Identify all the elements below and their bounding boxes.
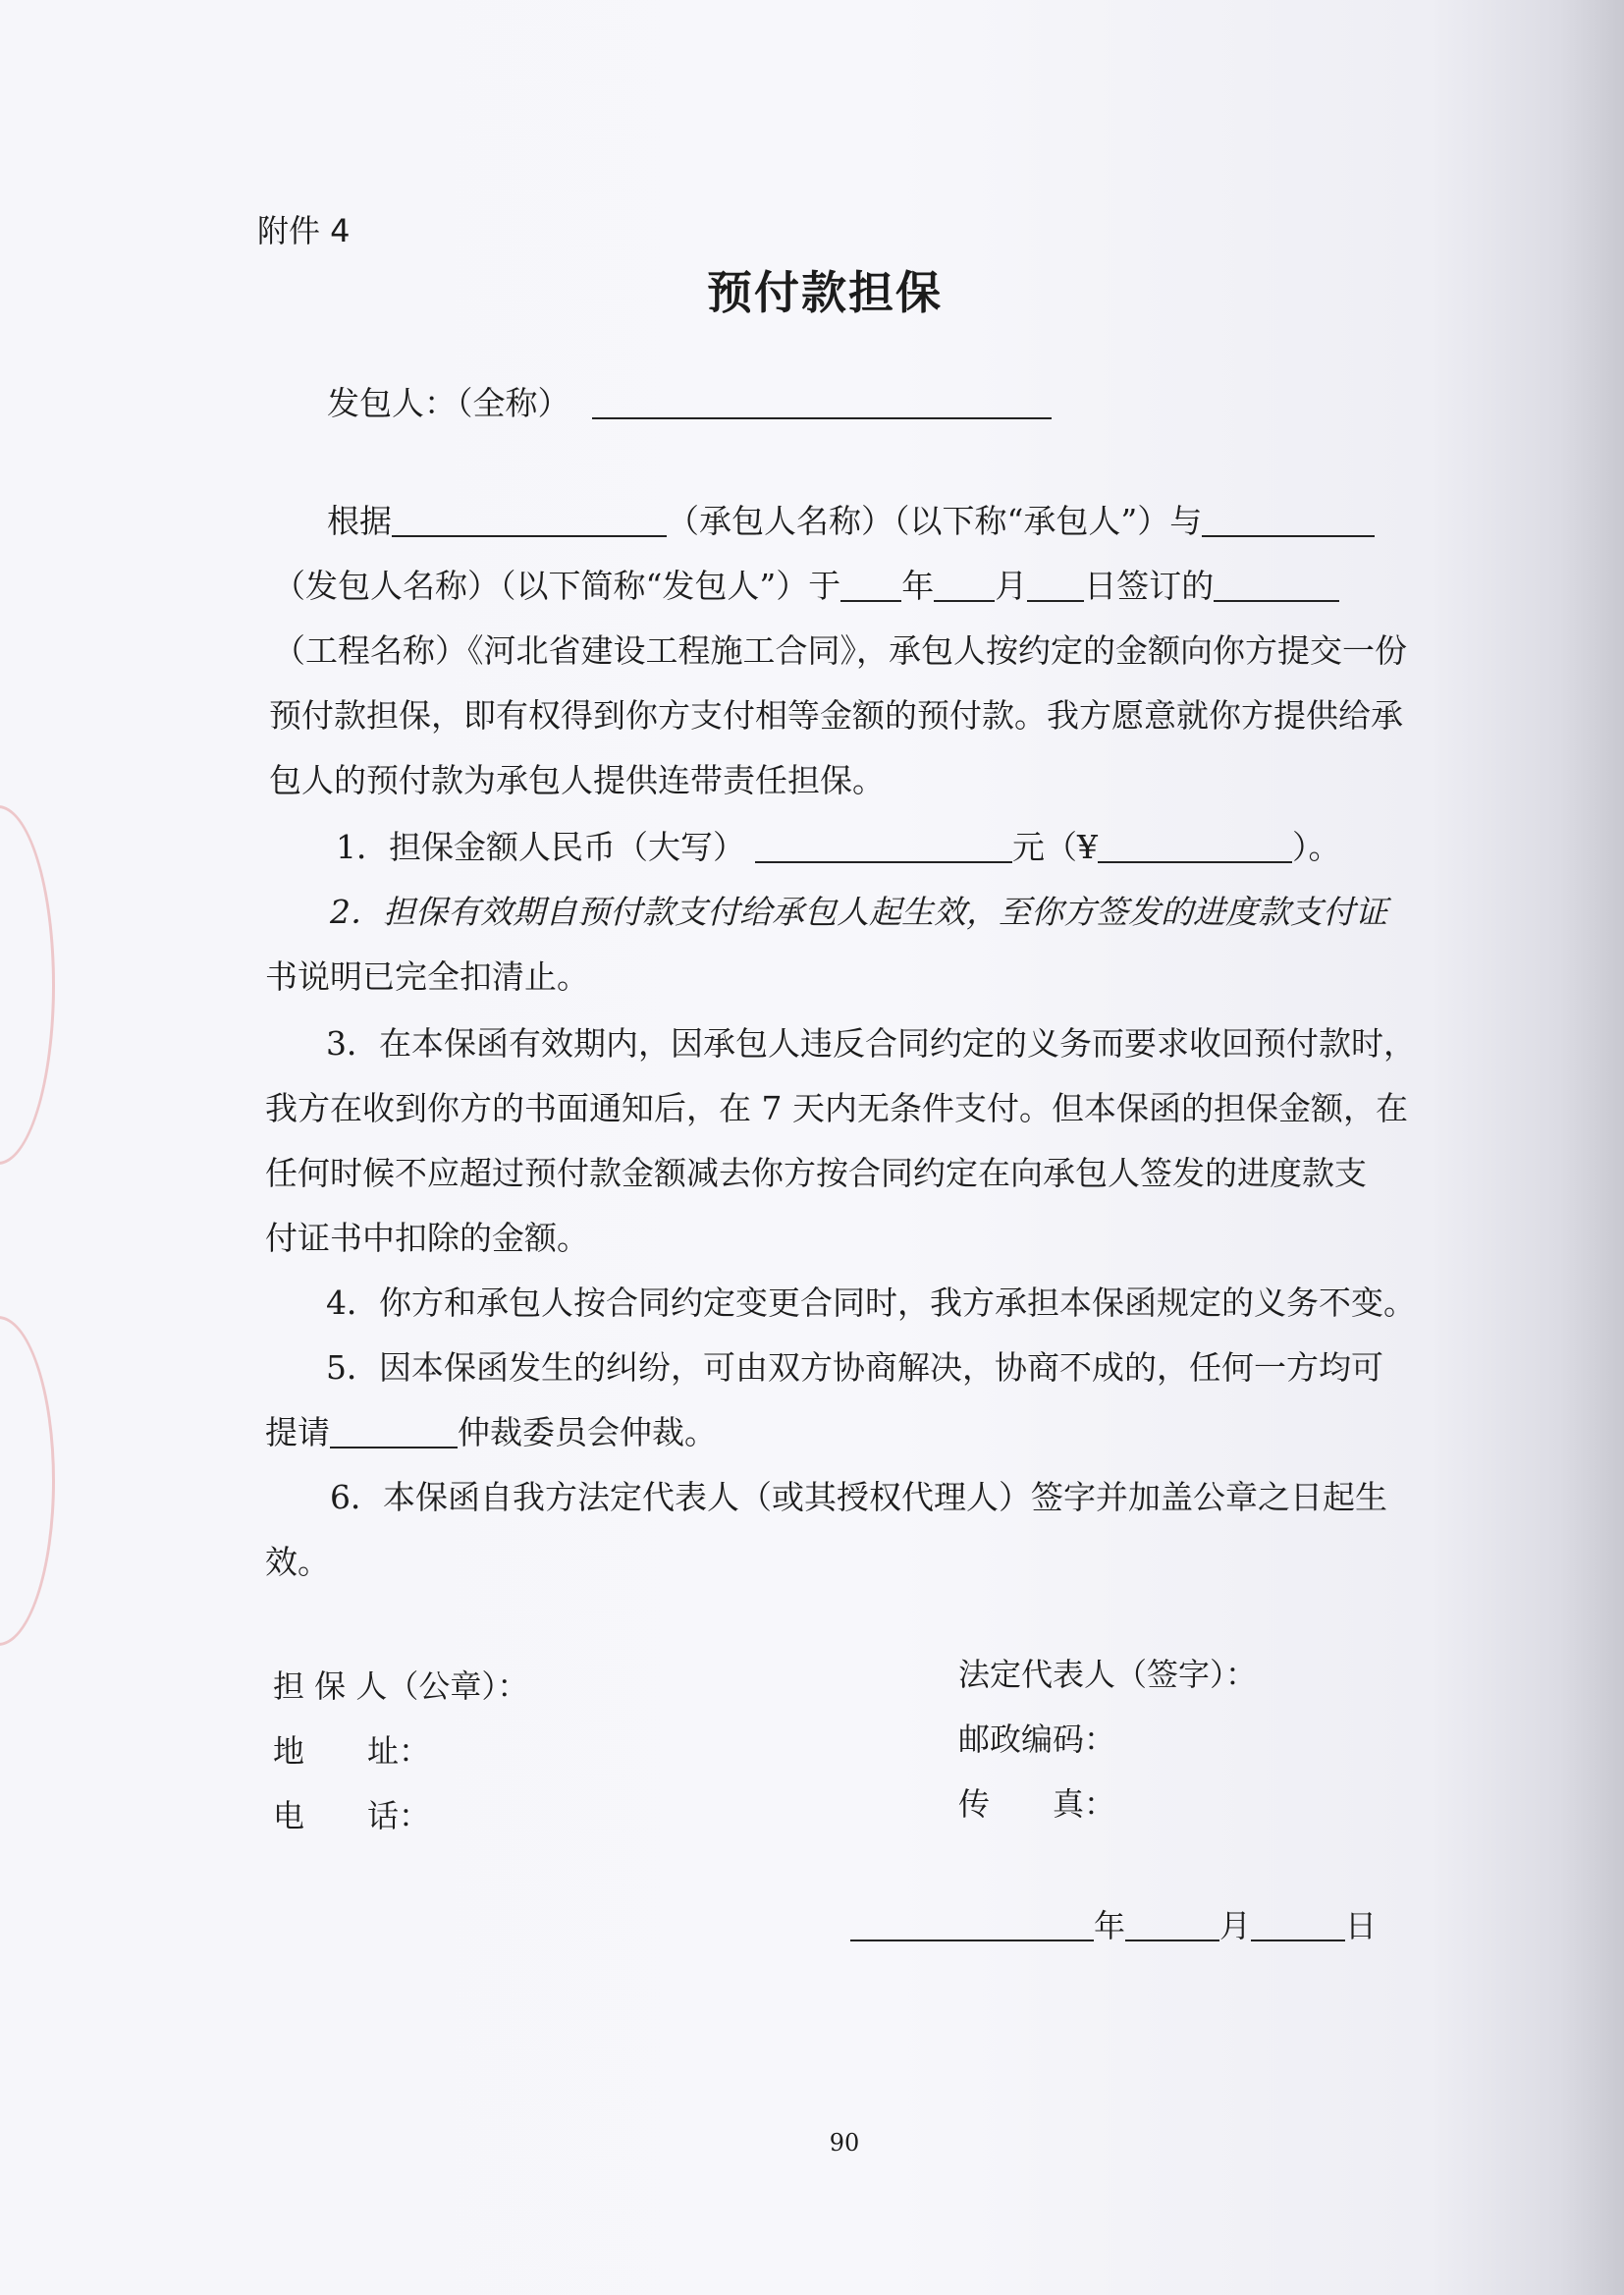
body-text: 根据 [327,502,392,540]
clause-5-line-2 [265,1400,1404,1465]
date-year-label: 年 [1094,1907,1126,1944]
seal-stamp-fragment [0,805,55,1165]
clause-text: 1．担保金额人民币（大写） [336,828,745,866]
clause-1 [336,815,1475,880]
clause-text: 提请 [265,1413,330,1451]
body-line-3: （工程名称）《河北省建设工程施工合同》，承包人按约定的金额向你方提交一份 [273,631,1407,670]
contractor-name-blank[interactable] [392,503,667,537]
recipient-label: 发包人：（全称） [327,384,570,422]
phone-label: 电 话： [273,1797,431,1834]
project-name-blank[interactable] [1214,568,1339,602]
annex-label: 附件 4 [257,212,351,249]
clause-3-line-3: 任何时候不应超过预付款金额减去你方按合同约定在向承包人签发的进度款支 [265,1154,1367,1192]
clause-6-line-2: 效。 [265,1543,330,1581]
body-text: （发包人名称）（以下简称“发包人”）于 [273,567,841,605]
date-month-label: 月 [1219,1907,1252,1944]
clause-6-line-1: 6．本保函自我方法定代表人（或其授权代理人）签字并加盖公章之日起生 [330,1478,1387,1516]
arbitration-commission-blank[interactable] [330,1414,458,1448]
legal-representative-label: 法定代表人（签字）： [958,1656,1258,1693]
clause-text: ）。 [1292,828,1341,866]
seal-stamp-fragment [0,1316,55,1646]
clause-3-line-1: 3．在本保函有效期内，因承包人违反合同约定的义务而要求收回预付款时， [326,1024,1416,1063]
clause-4: 4．你方和承包人按合同约定变更合同时，我方承担本保函规定的义务不变。 [326,1284,1416,1322]
recipient-blank[interactable] [592,385,1052,419]
date-day-label: 日 [1345,1907,1378,1944]
date-month-blank[interactable] [1125,1908,1219,1941]
page-number: 90 [829,2129,860,2157]
body-text: 月 [995,567,1028,605]
fax-label: 传 真： [958,1785,1116,1823]
amount-words-blank[interactable] [755,829,1012,863]
recipient-line [327,371,1466,436]
date-day-blank[interactable] [1251,1908,1345,1941]
date-year-blank[interactable] [850,1908,1094,1941]
employer-name-blank[interactable] [1202,503,1375,537]
body-text: 年 [901,567,935,605]
day-blank[interactable] [1027,568,1084,602]
body-line-1 [327,489,1466,554]
body-line-2 [273,554,1412,619]
body-text: （承包人名称）（以下称“承包人”）与 [667,502,1203,540]
address-label: 地 址： [273,1732,431,1770]
month-blank[interactable] [934,568,995,602]
clause-2-line-1: 2．担保有效期自预付款支付给承包人起生效，至你方签发的进度款支付证 [330,893,1387,931]
postcode-label: 邮政编码： [958,1721,1116,1758]
clause-5-line-1: 5．因本保函发生的纠纷，可由双方协商解决，协商不成的，任何一方均可 [326,1348,1383,1387]
signing-date [850,1901,1377,1946]
amount-figures-blank[interactable] [1098,829,1292,863]
guarantor-seal-label: 担 保 人（公章）： [273,1667,529,1705]
clause-text: 仲裁委员会仲裁。 [458,1413,717,1451]
clause-text: 元（¥ [1012,828,1098,866]
clause-3-line-2: 我方在收到你方的书面通知后，在 7 天内无条件支付。但本保函的担保金额，在 [265,1089,1408,1127]
body-line-5: 包人的预付款为承包人提供连带责任担保。 [269,761,885,799]
body-text: 日签订的 [1084,567,1215,605]
body-line-4: 预付款担保，即有权得到你方支付相等金额的预付款。我方愿意就你方提供给承 [269,696,1403,735]
document-title: 预付款担保 [707,266,943,319]
clause-3-line-4: 付证书中扣除的金额。 [265,1219,589,1257]
year-blank[interactable] [840,568,901,602]
clause-2-line-2: 书说明已完全扣清止。 [265,957,589,996]
